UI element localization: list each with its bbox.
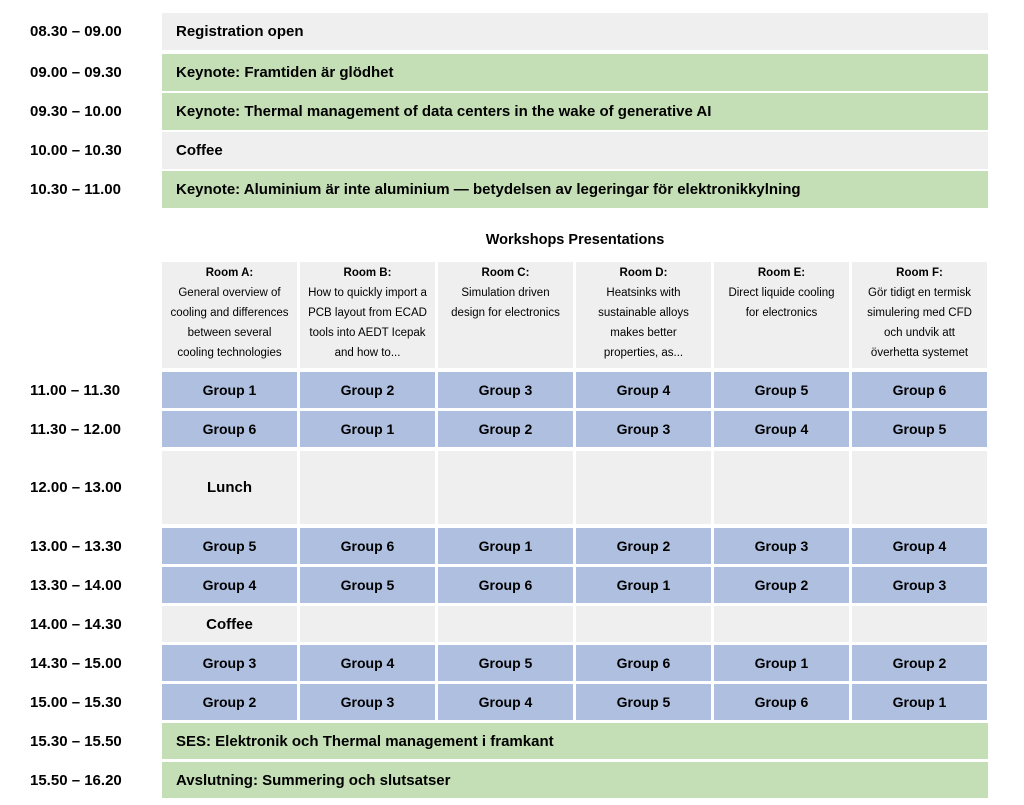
time-slot: 14.00 – 14.30 xyxy=(30,615,122,633)
group-cell: Group 4 xyxy=(714,411,849,447)
time-slot: 15.00 – 15.30 xyxy=(30,693,122,711)
empty-cell xyxy=(714,451,849,524)
time-slot: 13.00 – 13.30 xyxy=(30,537,122,555)
room-description-line: och undvik att xyxy=(884,327,955,339)
group-cell: Group 3 xyxy=(576,411,711,447)
group-cell: Group 1 xyxy=(438,528,573,564)
empty-cell xyxy=(714,606,849,642)
group-cell: Group 3 xyxy=(852,567,987,603)
room-header xyxy=(852,262,987,368)
room-description-line: design for electronics xyxy=(451,307,560,319)
group-cell: Group 4 xyxy=(162,567,297,603)
room-description-line: General overview of xyxy=(178,287,281,299)
group-cell: Group 6 xyxy=(300,528,435,564)
group-cell: Group 6 xyxy=(162,411,297,447)
empty-cell xyxy=(438,606,573,642)
empty-cell xyxy=(438,451,573,524)
room-description-line: Heatsinks with xyxy=(606,287,681,299)
group-cell: Group 4 xyxy=(576,372,711,408)
agenda-bar: Keynote: Aluminium är inte aluminium — betydelsen av legeringar för elektronikkylning xyxy=(162,171,988,208)
group-cell: Group 5 xyxy=(714,372,849,408)
room-header xyxy=(162,262,297,368)
group-cell: Group 5 xyxy=(576,684,711,720)
room-description-line: simulering med CFD xyxy=(867,307,972,319)
group-cell: Group 1 xyxy=(714,645,849,681)
group-cell: Group 2 xyxy=(300,372,435,408)
group-cell: Group 3 xyxy=(438,372,573,408)
room-name: Room D: xyxy=(619,267,668,279)
room-description-line: between several xyxy=(187,327,272,339)
break-cell xyxy=(162,451,297,524)
group-cell: Group 5 xyxy=(438,645,573,681)
room-name: Room A: xyxy=(205,267,254,279)
time-slot: 11.30 – 12.00 xyxy=(30,420,121,438)
break-label: Coffee xyxy=(206,615,253,633)
agenda-bar: Keynote: Framtiden är glödhet xyxy=(162,54,988,91)
empty-cell xyxy=(300,451,435,524)
break-cell xyxy=(162,606,297,642)
room-name: Room E: xyxy=(757,267,806,279)
room-description-line: överhetta systemet xyxy=(870,347,969,359)
group-cell: Group 5 xyxy=(162,528,297,564)
room-description-line: Simulation driven xyxy=(461,287,550,299)
group-cell: Group 6 xyxy=(714,684,849,720)
room-description-line: and how to... xyxy=(334,347,401,359)
room-description-line: for electronics xyxy=(745,307,818,319)
room-description-line: How to quickly import a xyxy=(308,287,427,299)
room-name: Room B: xyxy=(343,267,392,279)
empty-cell xyxy=(852,606,987,642)
time-slot: 09.30 – 10.00 xyxy=(30,103,122,120)
room-description-line: PCB layout from ECAD xyxy=(308,307,427,319)
empty-cell xyxy=(576,451,711,524)
time-slot: 12.00 – 13.00 xyxy=(30,479,122,496)
group-cell: Group 3 xyxy=(162,645,297,681)
group-cell: Group 3 xyxy=(714,528,849,564)
room-description-line: makes better xyxy=(610,327,677,339)
group-cell: Group 2 xyxy=(438,411,573,447)
room-description-line: properties, as... xyxy=(603,347,684,359)
room-header xyxy=(438,262,573,368)
group-cell: Group 2 xyxy=(576,528,711,564)
group-cell: Group 3 xyxy=(300,684,435,720)
time-slot: 14.30 – 15.00 xyxy=(30,654,122,672)
group-cell: Group 6 xyxy=(852,372,987,408)
time-slot: 15.30 – 15.50 xyxy=(30,732,122,750)
room-description-line: Gör tidigt en termisk xyxy=(868,287,971,299)
empty-cell xyxy=(576,606,711,642)
group-cell: Group 2 xyxy=(162,684,297,720)
room-description-line: cooling and differences xyxy=(170,307,289,319)
room-header xyxy=(714,262,849,368)
group-cell: Group 2 xyxy=(714,567,849,603)
time-slot: 15.50 – 16.20 xyxy=(30,771,122,789)
empty-cell xyxy=(852,451,987,524)
agenda-bar: Keynote: Thermal management of data centers in the wake of generative AI xyxy=(162,93,988,130)
room-description-line: cooling technologies xyxy=(177,347,282,359)
time-slot: 10.30 – 11.00 xyxy=(30,181,121,198)
group-cell: Group 6 xyxy=(438,567,573,603)
group-cell: Group 5 xyxy=(300,567,435,603)
room-description-line: Direct liquide cooling xyxy=(728,287,835,299)
agenda-bar: Registration open xyxy=(162,13,988,50)
room-header xyxy=(300,262,435,368)
break-label: Lunch xyxy=(207,479,252,496)
time-slot: 08.30 – 09.00 xyxy=(30,23,122,40)
group-cell: Group 1 xyxy=(300,411,435,447)
agenda-bar: SES: Elektronik och Thermal management i framkant xyxy=(162,723,988,759)
workshops-title: Workshops Presentations xyxy=(485,232,665,248)
room-name: Room F: xyxy=(896,267,943,279)
group-cell: Group 4 xyxy=(852,528,987,564)
time-slot: 13.30 – 14.00 xyxy=(30,576,122,594)
room-name: Room C: xyxy=(481,267,530,279)
group-cell: Group 5 xyxy=(852,411,987,447)
group-cell: Group 4 xyxy=(300,645,435,681)
group-cell: Group 2 xyxy=(852,645,987,681)
group-cell: Group 1 xyxy=(576,567,711,603)
time-slot: 10.00 – 10.30 xyxy=(30,142,122,159)
group-cell: Group 6 xyxy=(576,645,711,681)
room-header xyxy=(576,262,711,368)
time-slot: 09.00 – 09.30 xyxy=(30,64,122,81)
time-slot: 11.00 – 11.30 xyxy=(30,381,121,399)
group-cell: Group 1 xyxy=(162,372,297,408)
group-cell: Group 4 xyxy=(438,684,573,720)
agenda-bar: Avslutning: Summering och slutsatser xyxy=(162,762,988,798)
group-cell: Group 1 xyxy=(852,684,987,720)
empty-cell xyxy=(300,606,435,642)
agenda-bar: Coffee xyxy=(162,132,988,169)
room-description-line: tools into AEDT Icepak xyxy=(309,327,426,339)
room-description-line: sustainable alloys xyxy=(598,307,689,319)
